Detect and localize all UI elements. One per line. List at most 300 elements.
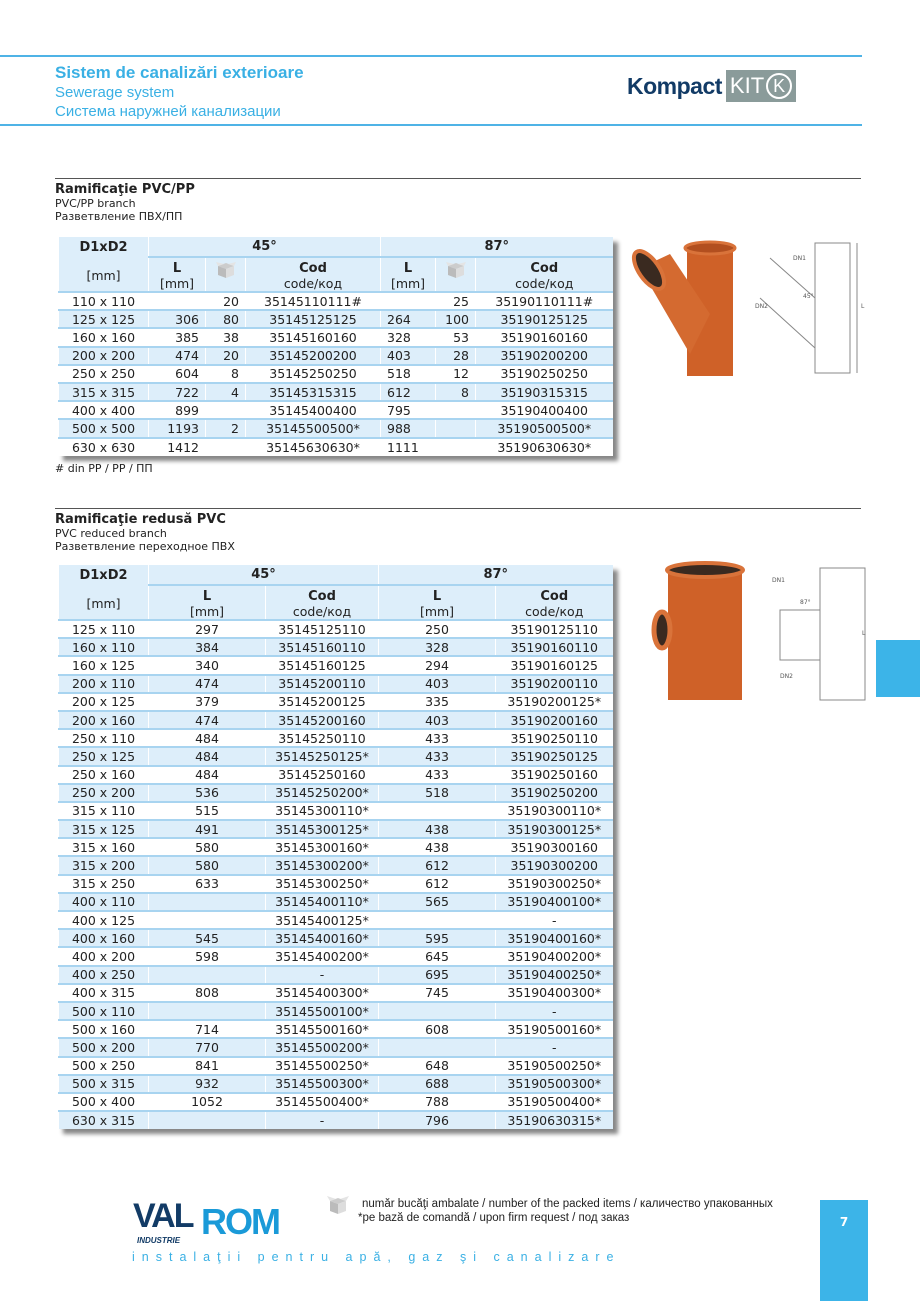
table-row (59, 438, 613, 456)
table-row (59, 747, 613, 765)
header-title (55, 63, 304, 121)
table-row (59, 711, 613, 729)
cod-label: Cod (299, 261, 327, 276)
cell: 35145250200* (266, 784, 379, 802)
section1-title-ro: Ramificaţie PVC/PP (55, 182, 195, 197)
cell: 110 x 110 (59, 292, 149, 310)
l-label: L (202, 589, 212, 604)
cell: 200 x 125 (59, 693, 149, 711)
cell (379, 802, 496, 820)
cell: 35190200110 (496, 675, 613, 693)
cell: 35145125110 (266, 620, 379, 638)
cell: 35190400300* (496, 984, 613, 1002)
col-l-45 (149, 257, 206, 292)
cell: 35190300125* (496, 820, 613, 838)
reduced-branch-image (640, 560, 870, 710)
cell: 315 x 200 (59, 856, 149, 874)
cell: 35145500250* (266, 1057, 379, 1075)
cell: 35190300250* (496, 875, 613, 893)
section1-title-ru: Разветвление ПВХ/ПП (55, 210, 183, 223)
cell: 808 (149, 984, 266, 1002)
cell: 35190200125* (496, 693, 613, 711)
cell: 474 (149, 711, 266, 729)
cell: 264 (381, 310, 436, 328)
table-row (59, 947, 613, 965)
cell: 100 (436, 310, 476, 328)
cell: 595 (379, 929, 496, 947)
cell: 35145250250 (246, 365, 381, 383)
title-ru: Система наружней канализации (55, 103, 281, 120)
dn1-label: DN1 (772, 577, 785, 584)
cell: 35190315315 (476, 383, 613, 401)
col-mm: [mm] (59, 257, 149, 292)
cell: 403 (379, 675, 496, 693)
cell: 160 x 125 (59, 656, 149, 674)
cell: 722 (149, 383, 206, 401)
cell (149, 292, 206, 310)
cell: 35190250200 (496, 784, 613, 802)
cell: 35190300160 (496, 838, 613, 856)
cell: 35145400200* (266, 947, 379, 965)
cell: 518 (379, 784, 496, 802)
cell: 400 x 250 (59, 966, 149, 984)
cell: 438 (379, 820, 496, 838)
table-row (59, 656, 613, 674)
cell: 340 (149, 656, 266, 674)
cell: 35145110111# (246, 292, 381, 310)
cell (149, 1002, 266, 1020)
box-icon (206, 257, 246, 292)
table-row (59, 693, 613, 711)
cell: 20 (206, 347, 246, 365)
cell: 484 (149, 747, 266, 765)
table-row (59, 820, 613, 838)
cell: 400 x 160 (59, 929, 149, 947)
cell: 2 (206, 419, 246, 437)
section1-title (55, 182, 195, 223)
cell: 795 (381, 401, 436, 419)
table-row (59, 784, 613, 802)
cell: 598 (149, 947, 266, 965)
cell: 53 (436, 328, 476, 346)
cod-label: Cod (308, 589, 336, 604)
cell: 35145500200* (266, 1038, 379, 1056)
cell (379, 1002, 496, 1020)
cell: 385 (149, 328, 206, 346)
table-row (59, 347, 613, 365)
cell: 438 (379, 838, 496, 856)
cell: 988 (381, 419, 436, 437)
cell: 35190300200 (496, 856, 613, 874)
cell (379, 1038, 496, 1056)
col-l-87 (381, 257, 436, 292)
table-row (59, 419, 613, 437)
cell: 35190110111# (476, 292, 613, 310)
cell: 35190160160 (476, 328, 613, 346)
cell: 250 x 160 (59, 766, 149, 784)
cell: 35190400100* (496, 893, 613, 911)
dn2-label: DN2 (780, 673, 793, 680)
cell: 35145300200* (266, 856, 379, 874)
cell: 250 x 110 (59, 729, 149, 747)
tagline: instalaţii pentru apă, gaz şi canalizare (132, 1250, 621, 1264)
table-row (59, 1093, 613, 1111)
cell: 604 (149, 365, 206, 383)
cell: 200 x 110 (59, 675, 149, 693)
col-d1xd2: D1xD2 (59, 237, 149, 257)
logo-k-circle: K (766, 73, 792, 99)
cell: 400 x 400 (59, 401, 149, 419)
legend-packed-items: număr bucăţi ambalate / number of the packed items / каличество упакованных (362, 1198, 773, 1210)
cell: 580 (149, 838, 266, 856)
cell: 35145250125* (266, 747, 379, 765)
cell: 841 (149, 1057, 266, 1075)
cell: 474 (149, 347, 206, 365)
cell: 35145250110 (266, 729, 379, 747)
cell: 28 (436, 347, 476, 365)
cell: 35145315315 (246, 383, 381, 401)
cell: 250 x 200 (59, 784, 149, 802)
cell: 35190400200* (496, 947, 613, 965)
cell: 433 (379, 729, 496, 747)
table-row (59, 1002, 613, 1020)
cell: 35190160125 (496, 656, 613, 674)
cell: 25 (436, 292, 476, 310)
cell: 474 (149, 675, 266, 693)
cell: 433 (379, 747, 496, 765)
cell: 315 x 250 (59, 875, 149, 893)
cell: 35190400160* (496, 929, 613, 947)
l-label: L (403, 261, 413, 276)
kompact-kit-logo (627, 70, 796, 102)
cell: 899 (149, 401, 206, 419)
cell: 250 (379, 620, 496, 638)
cell: 932 (149, 1075, 266, 1093)
cell: 35145500100* (266, 1002, 379, 1020)
cell: 80 (206, 310, 246, 328)
cell: 645 (379, 947, 496, 965)
cod-sub: code/код (525, 604, 584, 619)
table-row (59, 401, 613, 419)
table-row (59, 1075, 613, 1093)
cod-label: Cod (530, 261, 559, 276)
cell (149, 1111, 266, 1129)
cell: 335 (379, 693, 496, 711)
cell: 200 x 160 (59, 711, 149, 729)
cell: 35145500160* (266, 1020, 379, 1038)
angle-87-label: 87° (800, 599, 811, 606)
cell: 796 (379, 1111, 496, 1129)
cell: 35190200200 (476, 347, 613, 365)
group-45: 45° (149, 237, 381, 257)
cell: 35145400160* (266, 929, 379, 947)
col-cod-87 (476, 257, 613, 292)
cell (436, 419, 476, 437)
cell: 160 x 160 (59, 328, 149, 346)
cell: 536 (149, 784, 266, 802)
group-45: 45° (149, 565, 379, 585)
cell: 297 (149, 620, 266, 638)
cell: 35190300110* (496, 802, 613, 820)
cell (149, 893, 266, 911)
l-label: L (861, 303, 865, 310)
section1-title-en: PVC/PP branch (55, 197, 136, 210)
cell: 1052 (149, 1093, 266, 1111)
l-label: L (432, 589, 442, 604)
cell: 35145200200 (246, 347, 381, 365)
table-row (59, 838, 613, 856)
table-row (59, 365, 613, 383)
col-d1xd2: D1xD2 (59, 565, 149, 585)
title-en: Sewerage system (55, 84, 175, 101)
cell: 612 (381, 383, 436, 401)
table-row (59, 893, 613, 911)
cell: 714 (149, 1020, 266, 1038)
cell: 35145300110* (266, 802, 379, 820)
cell: 633 (149, 875, 266, 893)
cell: 688 (379, 1075, 496, 1093)
cell: 35145300125* (266, 820, 379, 838)
cell: 35145200110 (266, 675, 379, 693)
l-unit: [mm] (189, 604, 225, 619)
table-row (59, 1111, 613, 1129)
cell: 35190200160 (496, 711, 613, 729)
cell: 315 x 315 (59, 383, 149, 401)
side-tab (876, 640, 920, 697)
dn2-label: DN2 (755, 303, 768, 310)
cell: 20 (206, 292, 246, 310)
col-cod-87 (496, 585, 613, 620)
cell: 630 x 315 (59, 1111, 149, 1129)
dn1-label: DN1 (793, 255, 806, 262)
cell: 35145300250* (266, 875, 379, 893)
table-row (59, 984, 613, 1002)
col-mm: [mm] (59, 585, 149, 620)
cell: 35145200125 (266, 693, 379, 711)
cell: 35145300160* (266, 838, 379, 856)
cell: 403 (379, 711, 496, 729)
cell: 35145160110 (266, 638, 379, 656)
cell: 8 (206, 365, 246, 383)
branch-45-image (625, 238, 865, 378)
cell: 328 (379, 638, 496, 656)
cell: 315 x 160 (59, 838, 149, 856)
logo-kit (726, 70, 796, 102)
pp-note: # din PP / PP / ПП (55, 462, 153, 475)
col-cod-45 (246, 257, 381, 292)
cell: 35190630315* (496, 1111, 613, 1129)
cell (379, 911, 496, 929)
logo-val: VAL (133, 1197, 193, 1235)
cell: 125 x 110 (59, 620, 149, 638)
table-row (59, 328, 613, 346)
table-row (59, 729, 613, 747)
section2-rule (55, 508, 861, 509)
cell: 608 (379, 1020, 496, 1038)
cell: 125 x 125 (59, 310, 149, 328)
cell: 250 x 125 (59, 747, 149, 765)
table-row (59, 620, 613, 638)
branch-table (58, 237, 613, 456)
header-bottom-rule (0, 124, 862, 126)
section1-rule (55, 178, 861, 179)
l-label: L (172, 261, 182, 276)
cell: 491 (149, 820, 266, 838)
cell: 200 x 200 (59, 347, 149, 365)
cell: 35145250160 (266, 766, 379, 784)
box-icon (326, 1193, 350, 1217)
cell: 500 x 315 (59, 1075, 149, 1093)
cell: 35145200160 (266, 711, 379, 729)
cell: 400 x 200 (59, 947, 149, 965)
title-ro: Sistem de canalizări exterioare (55, 63, 304, 82)
col-cod-45 (266, 585, 379, 620)
reduced-branch-table (58, 565, 613, 1129)
cell: 788 (379, 1093, 496, 1111)
cell: 518 (381, 365, 436, 383)
table-row (59, 966, 613, 984)
cell: 35190630630* (476, 438, 613, 456)
cell: 612 (379, 856, 496, 874)
cell: 35145500500* (246, 419, 381, 437)
cell: - (266, 966, 379, 984)
cell: 500 x 160 (59, 1020, 149, 1038)
cell (206, 438, 246, 456)
cell: 35190500300* (496, 1075, 613, 1093)
cell: 35145500400* (266, 1093, 379, 1111)
cell: 745 (379, 984, 496, 1002)
table-row (59, 675, 613, 693)
cell: 500 x 400 (59, 1093, 149, 1111)
cell: 500 x 200 (59, 1038, 149, 1056)
cell: 35190250160 (496, 766, 613, 784)
col-l-87 (379, 585, 496, 620)
cell: 35145400300* (266, 984, 379, 1002)
cell: 8 (436, 383, 476, 401)
angle-45-label: 45° (803, 293, 814, 300)
cell: 38 (206, 328, 246, 346)
table-row (59, 1057, 613, 1075)
cell: - (496, 1038, 613, 1056)
cell: 35145400110* (266, 893, 379, 911)
col-l-45 (149, 585, 266, 620)
cell: 403 (381, 347, 436, 365)
cell: 35190500160* (496, 1020, 613, 1038)
table-row (59, 929, 613, 947)
cell: 1111 (381, 438, 436, 456)
cell: 35145400400 (246, 401, 381, 419)
cell: 500 x 110 (59, 1002, 149, 1020)
cell: 35190250125 (496, 747, 613, 765)
cell: 1412 (149, 438, 206, 456)
cell (436, 438, 476, 456)
cell: 384 (149, 638, 266, 656)
table-row (59, 292, 613, 310)
l-unit: [mm] (390, 276, 426, 291)
table-row (59, 1020, 613, 1038)
cell: 695 (379, 966, 496, 984)
cell (436, 401, 476, 419)
l-unit: [mm] (419, 604, 455, 619)
table-row (59, 802, 613, 820)
cell: 648 (379, 1057, 496, 1075)
cell: 35145125125 (246, 310, 381, 328)
section2-title-ro: Ramificaţie redusă PVC (55, 512, 226, 527)
table-row (59, 1038, 613, 1056)
cell: 35145160160 (246, 328, 381, 346)
cell: 35190125125 (476, 310, 613, 328)
page-number-tab (820, 1200, 868, 1301)
cod-label: Cod (540, 589, 569, 604)
table-row (59, 638, 613, 656)
logo-kit-text: KIT (729, 73, 765, 98)
cell: 35145630630* (246, 438, 381, 456)
l-unit: [mm] (159, 276, 195, 291)
cell: 1193 (149, 419, 206, 437)
table-row (59, 875, 613, 893)
cell: 35190250250 (476, 365, 613, 383)
cell: 35145500300* (266, 1075, 379, 1093)
cell: 12 (436, 365, 476, 383)
cell: 400 x 110 (59, 893, 149, 911)
cell: 433 (379, 766, 496, 784)
cell: - (496, 1002, 613, 1020)
cell (149, 911, 266, 929)
cell: 500 x 500 (59, 419, 149, 437)
footer-legend (358, 1197, 813, 1225)
cell: 315 x 125 (59, 820, 149, 838)
logo-text: Kompact (627, 72, 722, 99)
cell: 294 (379, 656, 496, 674)
cell (206, 401, 246, 419)
cell (381, 292, 436, 310)
table-row (59, 856, 613, 874)
page-number: 7 (839, 1215, 849, 1229)
cell: 630 x 630 (59, 438, 149, 456)
valrom-logo (133, 1198, 298, 1248)
cod-sub: code/код (515, 276, 574, 291)
cell: 484 (149, 729, 266, 747)
cell: 35190400250* (496, 966, 613, 984)
cell: - (496, 911, 613, 929)
table-row (59, 383, 613, 401)
cell: 35190500500* (476, 419, 613, 437)
section2-title (55, 512, 235, 553)
cell: 612 (379, 875, 496, 893)
cell: 379 (149, 693, 266, 711)
cell: 565 (379, 893, 496, 911)
cell: 35145160125 (266, 656, 379, 674)
cell (149, 966, 266, 984)
table-row (59, 310, 613, 328)
cell: 315 x 110 (59, 802, 149, 820)
table-row (59, 911, 613, 929)
table-row (59, 766, 613, 784)
box-icon (436, 257, 476, 292)
cell: 35190500400* (496, 1093, 613, 1111)
cell: 400 x 315 (59, 984, 149, 1002)
header-top-rule (0, 55, 862, 57)
cell: 306 (149, 310, 206, 328)
cell: 400 x 125 (59, 911, 149, 929)
group-87: 87° (379, 565, 613, 585)
cell: 160 x 110 (59, 638, 149, 656)
group-87: 87° (381, 237, 613, 257)
cell: 515 (149, 802, 266, 820)
legend-on-request: *pe bază de comandă / upon firm request / под заказ (358, 1212, 630, 1224)
cell: 484 (149, 766, 266, 784)
logo-rom: ROM (201, 1201, 279, 1242)
